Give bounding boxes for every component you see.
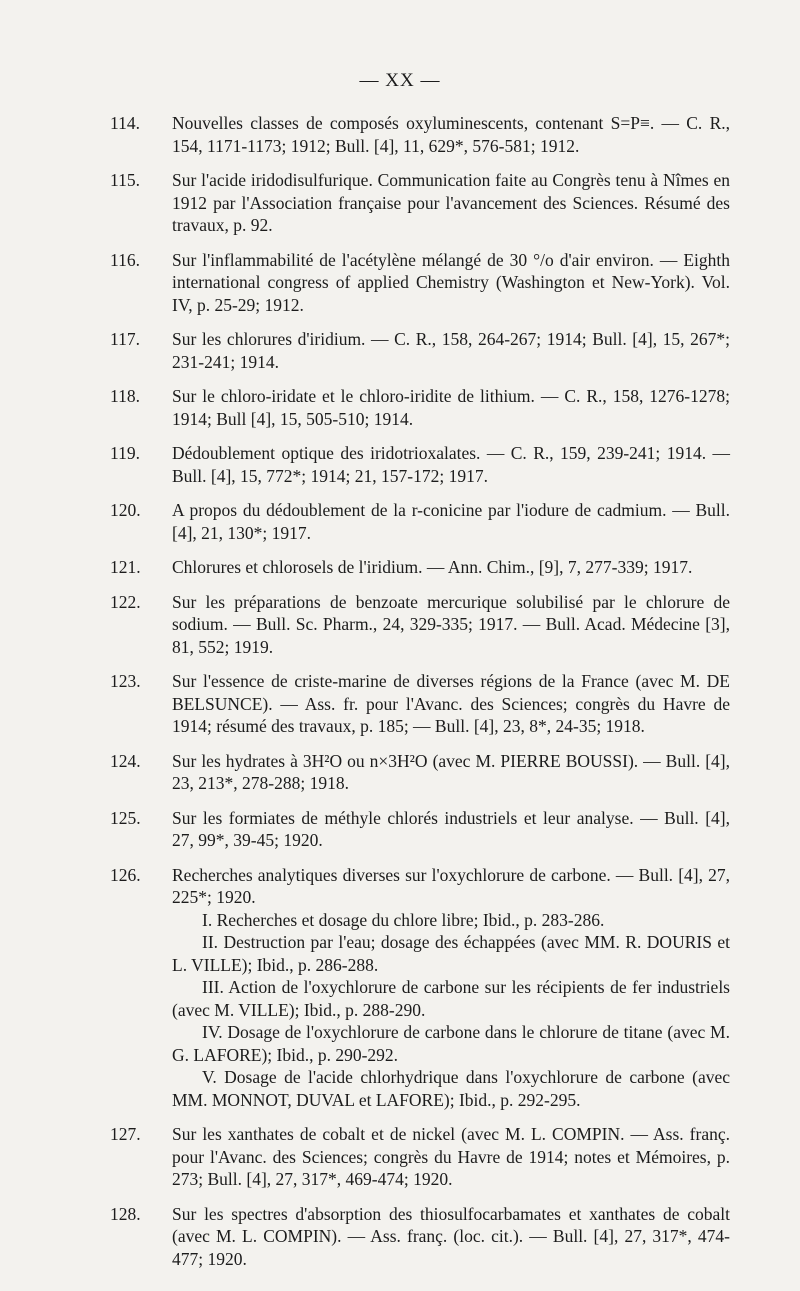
bibliography-entry	[0, 591, 800, 659]
entry-text: Sur les hydrates à 3H²O ou n×3H²O (avec M. PIERRE BOUSSI). — Bull. [4], 23, 213*, 278-288; 1918.	[172, 750, 730, 793]
entry-number: 115.	[110, 170, 140, 190]
entry-text: A propos du dédoublement de la r-conicine par l'iodure de cadmium. — Bull. [4], 21, 130*; 1917.	[172, 500, 730, 543]
bibliography-entry	[0, 169, 800, 237]
entry-text: Recherches analytiques diverses sur l'oxychlorure de carbone. — Bull. [4], 27, 225*; 1920.	[172, 864, 730, 907]
entry-number: 128.	[110, 1203, 141, 1224]
bibliography-entry	[0, 112, 800, 157]
entry-text: Sur les préparations de benzoate mercurique solubilisé par le chlorure de sodium. — Bull. Sc. Pharm., 24, 329-335; 1917. — Bull. Acad. Médecine [3], 81, 552; 1919.	[172, 591, 730, 657]
entry-number: 127.	[110, 1124, 141, 1144]
bibliography-list	[0, 112, 800, 1282]
entry-number: 122.	[110, 591, 141, 612]
entry-number: 125.	[110, 807, 141, 828]
bibliography-entry	[0, 807, 800, 852]
bibliography-entry	[0, 499, 800, 544]
entry-text: Sur les chlorures d'iridium. — C. R., 158, 264-267; 1914; Bull. [4], 15, 267*; 231-241; 1914.	[172, 329, 730, 372]
entry-number: 119.	[110, 443, 140, 463]
entry-subitem: IV. Dosage de l'oxychlorure de carbone dans le chlorure de titane (avec M. G. LAFORE); Ibid., p. 290-292.	[172, 1022, 730, 1065]
entry-text: Sur les xanthates de cobalt et de nickel (avec M. L. COMPIN. — Ass. franç. pour l'Avanc. des Sciences; congrès du Havre de 1914; notes et Mémoires, p. 273; Bull. [4], 27, 317*, 469-474; 1920.	[172, 1124, 730, 1189]
entry-number: 116.	[110, 249, 140, 270]
entry-number: 114.	[110, 113, 140, 133]
entry-subitem: V. Dosage de l'acide chlorhydrique dans l'oxychlorure de carbone (avec MM. MONNOT, DUVAL et LAFORE); Ibid., p. 292-295.	[172, 1067, 730, 1110]
entry-text: Sur le chloro-iridate et le chloro-iridite de lithium. — C. R., 158, 1276-1278; 1914; Bull [4], 15, 505-510; 1914.	[172, 386, 730, 429]
entry-text: Chlorures et chlorosels de l'iridium. — Ann. Chim., [9], 7, 277-339; 1917.	[172, 557, 693, 577]
entry-text: Sur les formiates de méthyle chlorés industriels et leur analyse. — Bull. [4], 27, 99*, 39-45; 1920.	[172, 807, 730, 850]
entry-number: 123.	[110, 671, 141, 691]
bibliography-entry	[0, 864, 800, 1112]
entry-number: 118.	[110, 386, 140, 406]
entry-number: 117.	[110, 329, 140, 349]
entry-text: Dédoublement optique des iridotrioxalates. — C. R., 159, 239-241; 1914. — Bull. [4], 15, 772*; 1914; 21, 157-172; 1917.	[172, 443, 730, 486]
bibliography-entry	[0, 442, 800, 487]
bibliography-entry	[0, 249, 800, 317]
entry-text: Sur l'acide iridodisulfurique. Communication faite au Congrès tenu à Nîmes en 1912 par l'Association française pour l'avancement des Sciences. Résumé des travaux, p. 92.	[172, 170, 730, 235]
bibliography-entry	[0, 1203, 800, 1271]
entry-text: Sur les spectres d'absorption des thiosulfocarbamates et xanthates de cobalt (avec M. L. COMPIN). — Ass. franç. (loc. cit.). — Bull. [4], 27, 317*, 474-477; 1920.	[172, 1203, 730, 1269]
bibliography-entry	[0, 1123, 800, 1191]
bibliography-entry	[0, 670, 800, 738]
bibliography-entry	[0, 328, 800, 373]
bibliography-entry	[0, 556, 800, 579]
bibliography-entry	[0, 385, 800, 430]
entry-number: 126.	[110, 864, 141, 885]
entry-text: Sur l'inflammabilité de l'acétylène mélangé de 30 °/o d'air environ. — Eighth international congress of applied Chemistry (Washington et New-York). Vol. IV, p. 25-29; 1912.	[172, 249, 730, 315]
entry-text: Nouvelles classes de composés oxyluminescents, contenant S=P≡. — C. R., 154, 1171-1173; 1912; Bull. [4], 11, 629*, 576-581; 1912.	[172, 113, 730, 156]
entry-number: 124.	[110, 750, 141, 771]
entry-number: 120.	[110, 500, 141, 520]
entry-number: 121.	[110, 557, 141, 577]
entry-subitem: III. Action de l'oxychlorure de carbone sur les récipients de fer industriels (avec M. VILLE); Ibid., p. 288-290.	[172, 977, 730, 1020]
entry-text: Sur l'essence de criste-marine de diverses régions de la France (avec M. DE BELSUNCE). — Ass. fr. pour l'Avanc. des Sciences; congrès du Havre de 1914; résumé des travaux, p. 185; — Bull. [4], 23, 8*, 24-35; 1918.	[172, 671, 730, 736]
page-header: — XX —	[359, 70, 441, 91]
entry-subitem: II. Destruction par l'eau; dosage des échappées (avec MM. R. DOURIS et L. VILLE); Ibid., p. 286-288.	[172, 932, 730, 975]
bibliography-entry	[0, 750, 800, 795]
entry-subitem: I. Recherches et dosage du chlore libre; Ibid., p. 283-286.	[202, 909, 605, 930]
